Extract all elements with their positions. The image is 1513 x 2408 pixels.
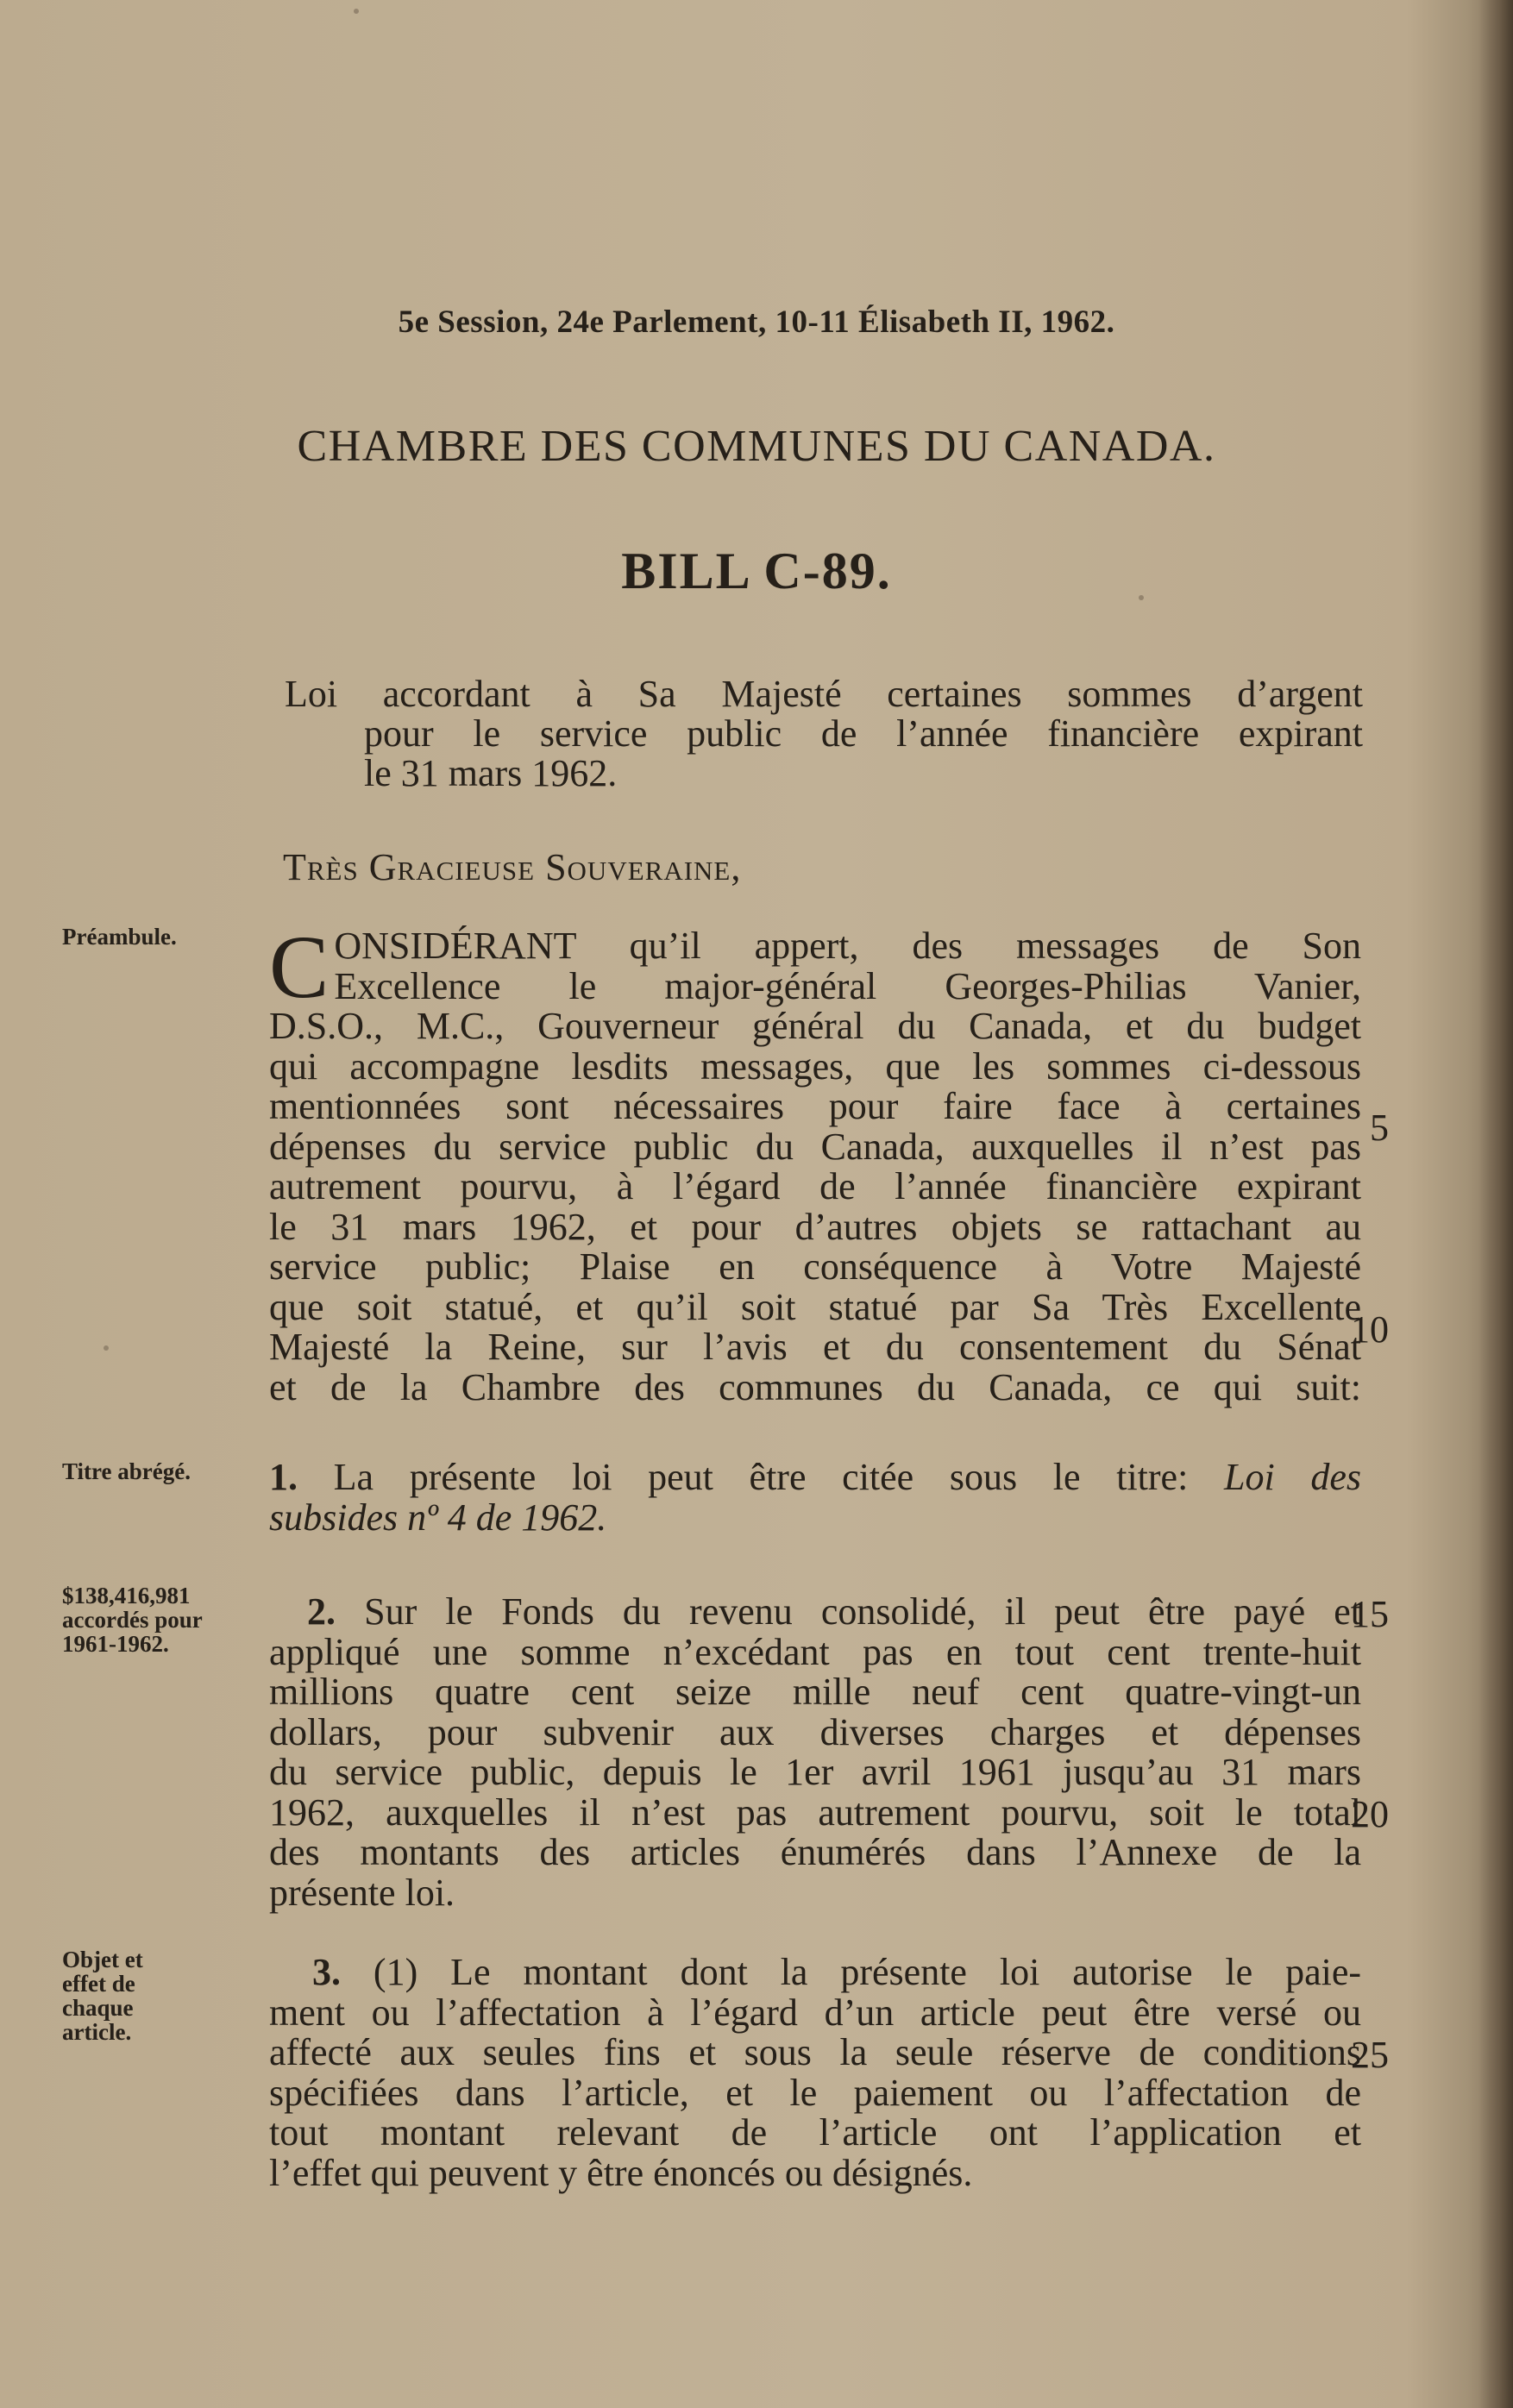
section-1-number: 1. bbox=[269, 1456, 298, 1498]
section-2-line: appliqué une somme n’excédant pas en tout cent trente-huit bbox=[269, 1630, 1361, 1673]
line-number-5: 5 bbox=[1370, 1107, 1389, 1149]
sidenote-purpose bbox=[62, 1947, 243, 2044]
chamber-title: CHAMBRE DES COMMUNES DU CANADA. bbox=[297, 422, 1216, 471]
section-1-italic-a: Loi des bbox=[1223, 1456, 1361, 1498]
sidenote-amount-line: $138,416,981 bbox=[62, 1583, 191, 1608]
section-3-first: (1) Le montant dont la présente loi autorise le paie- bbox=[373, 1951, 1362, 1993]
section-3-line: ment ou l’affectation à l’égard d’un article peut être versé ou bbox=[269, 1991, 1361, 2034]
preamble-line: dépenses du service public du Canada, auxquelles il n’est pas bbox=[269, 1125, 1361, 1168]
long-title-line-2: pour le service public de l’année financière expirant bbox=[364, 712, 1363, 755]
section-1-line bbox=[269, 1458, 1361, 1498]
section-3-first-line bbox=[269, 1953, 1361, 1993]
long-title-line-3: le 31 mars 1962. bbox=[364, 752, 618, 794]
section-3-line: affecté aux seules fins et sous la seule réserve de conditions bbox=[269, 2031, 1361, 2073]
preamble-line: que soit statué, et qu’il soit statué par Sa Très Excellente bbox=[269, 1285, 1361, 1328]
section-2-first-line bbox=[269, 1592, 1361, 1633]
section-2-line: des montants des articles énumérés dans l’Annexe de la bbox=[269, 1831, 1361, 1873]
section-1-plain: La présente loi peut être citée sous le titre: bbox=[333, 1456, 1189, 1498]
line-number-10: 10 bbox=[1351, 1308, 1389, 1351]
paper-speck bbox=[1139, 595, 1144, 600]
preamble-line: le 31 mars 1962, et pour d’autres objets se rattachant au bbox=[269, 1205, 1361, 1248]
preamble-line: qui accompagne lesdits messages, que les sommes ci-dessous bbox=[269, 1044, 1361, 1088]
preamble-line: D.S.O., M.C., Gouverneur général du Canada, et du budget bbox=[269, 1005, 1361, 1047]
line-number-15: 15 bbox=[1351, 1593, 1389, 1635]
sidenote-purpose-line: Objet et bbox=[62, 1947, 143, 1972]
section-1-italic-b: subsides nº 4 de 1962. bbox=[269, 1496, 607, 1539]
sidenote-amount-line: accordés pour bbox=[62, 1607, 203, 1633]
section-1-text bbox=[269, 1458, 1361, 1538]
section-3-line: l’effet qui peuvent y être énoncés ou désignés. bbox=[269, 2151, 973, 2194]
sidenote-short-title: Titre abrégé. bbox=[62, 1458, 191, 1484]
section-2-line: du service public, depuis le 1er avril 1961 jusqu’au 31 mars bbox=[269, 1751, 1361, 1793]
preamble-line: ONSIDÉRANT qu’il appert, des messages de Son bbox=[334, 925, 1361, 967]
preamble-line: et de la Chambre des communes du Canada, ce qui suit: bbox=[269, 1365, 1361, 1408]
section-2-text bbox=[269, 1592, 1361, 1913]
section-3-number: 3. bbox=[312, 1951, 341, 1993]
long-title-line-1: Loi accordant à Sa Majesté certaines sommes d’argent bbox=[285, 673, 1363, 715]
page-edge-shadow bbox=[1478, 0, 1513, 2408]
sidenote-purpose-line: chaque bbox=[62, 1995, 134, 2021]
paper-speck bbox=[104, 1345, 109, 1351]
preamble-line: autrement pourvu, à l’égard de l’année financière expirant bbox=[269, 1165, 1361, 1207]
preamble-line: Excellence le major-général Georges-Philias Vanier, bbox=[334, 964, 1361, 1007]
section-3-text bbox=[269, 1953, 1361, 2193]
line-number-20: 20 bbox=[1351, 1793, 1389, 1835]
preamble-dropcap: C bbox=[269, 918, 330, 1017]
section-2-line: dollars, pour subvenir aux diverses charges et dépenses bbox=[269, 1710, 1361, 1753]
line-number-25: 25 bbox=[1351, 2034, 1389, 2076]
paper-speck bbox=[354, 9, 359, 14]
section-3-line: tout montant relevant de l’article ont l’application et bbox=[269, 2111, 1361, 2154]
preamble-text bbox=[269, 918, 1361, 1408]
section-2-number: 2. bbox=[307, 1590, 336, 1633]
preamble-line: mentionnées sont nécessaires pour faire face à certaines bbox=[269, 1085, 1361, 1127]
sidenote-purpose-line: effet de bbox=[62, 1971, 135, 1997]
session-line: 5e Session, 24e Parlement, 10-11 Élisabeth II, 1962. bbox=[398, 304, 1115, 340]
section-2-line: présente loi. bbox=[269, 1871, 455, 1914]
preamble-line: Majesté la Reine, sur l’avis et du consentement du Sénat bbox=[269, 1326, 1361, 1368]
section-2-line: millions quatre cent seize mille neuf cent quatre-vingt-un bbox=[269, 1671, 1361, 1713]
section-2-first: Sur le Fonds du revenu consolidé, il peut être payé et bbox=[364, 1590, 1362, 1633]
preamble-line: service public; Plaise en conséquence à Votre Majesté bbox=[269, 1245, 1361, 1288]
sidenote-amount-line: 1961-1962. bbox=[62, 1631, 169, 1657]
long-title bbox=[285, 674, 1363, 793]
sidenote-preamble: Préambule. bbox=[62, 924, 177, 950]
sidenote-purpose-line: article. bbox=[62, 2019, 132, 2045]
salutation: Très Gracieuse Souveraine, bbox=[283, 846, 742, 888]
sidenote-amount bbox=[62, 1583, 243, 1656]
section-2-line: 1962, auxquelles il n’est pas autrement pourvu, soit le total bbox=[269, 1790, 1361, 1834]
section-3-line: spécifiées dans l’article, et le paiement ou l’affectation de bbox=[269, 2071, 1361, 2114]
bill-number: BILL C-89. bbox=[621, 542, 892, 599]
